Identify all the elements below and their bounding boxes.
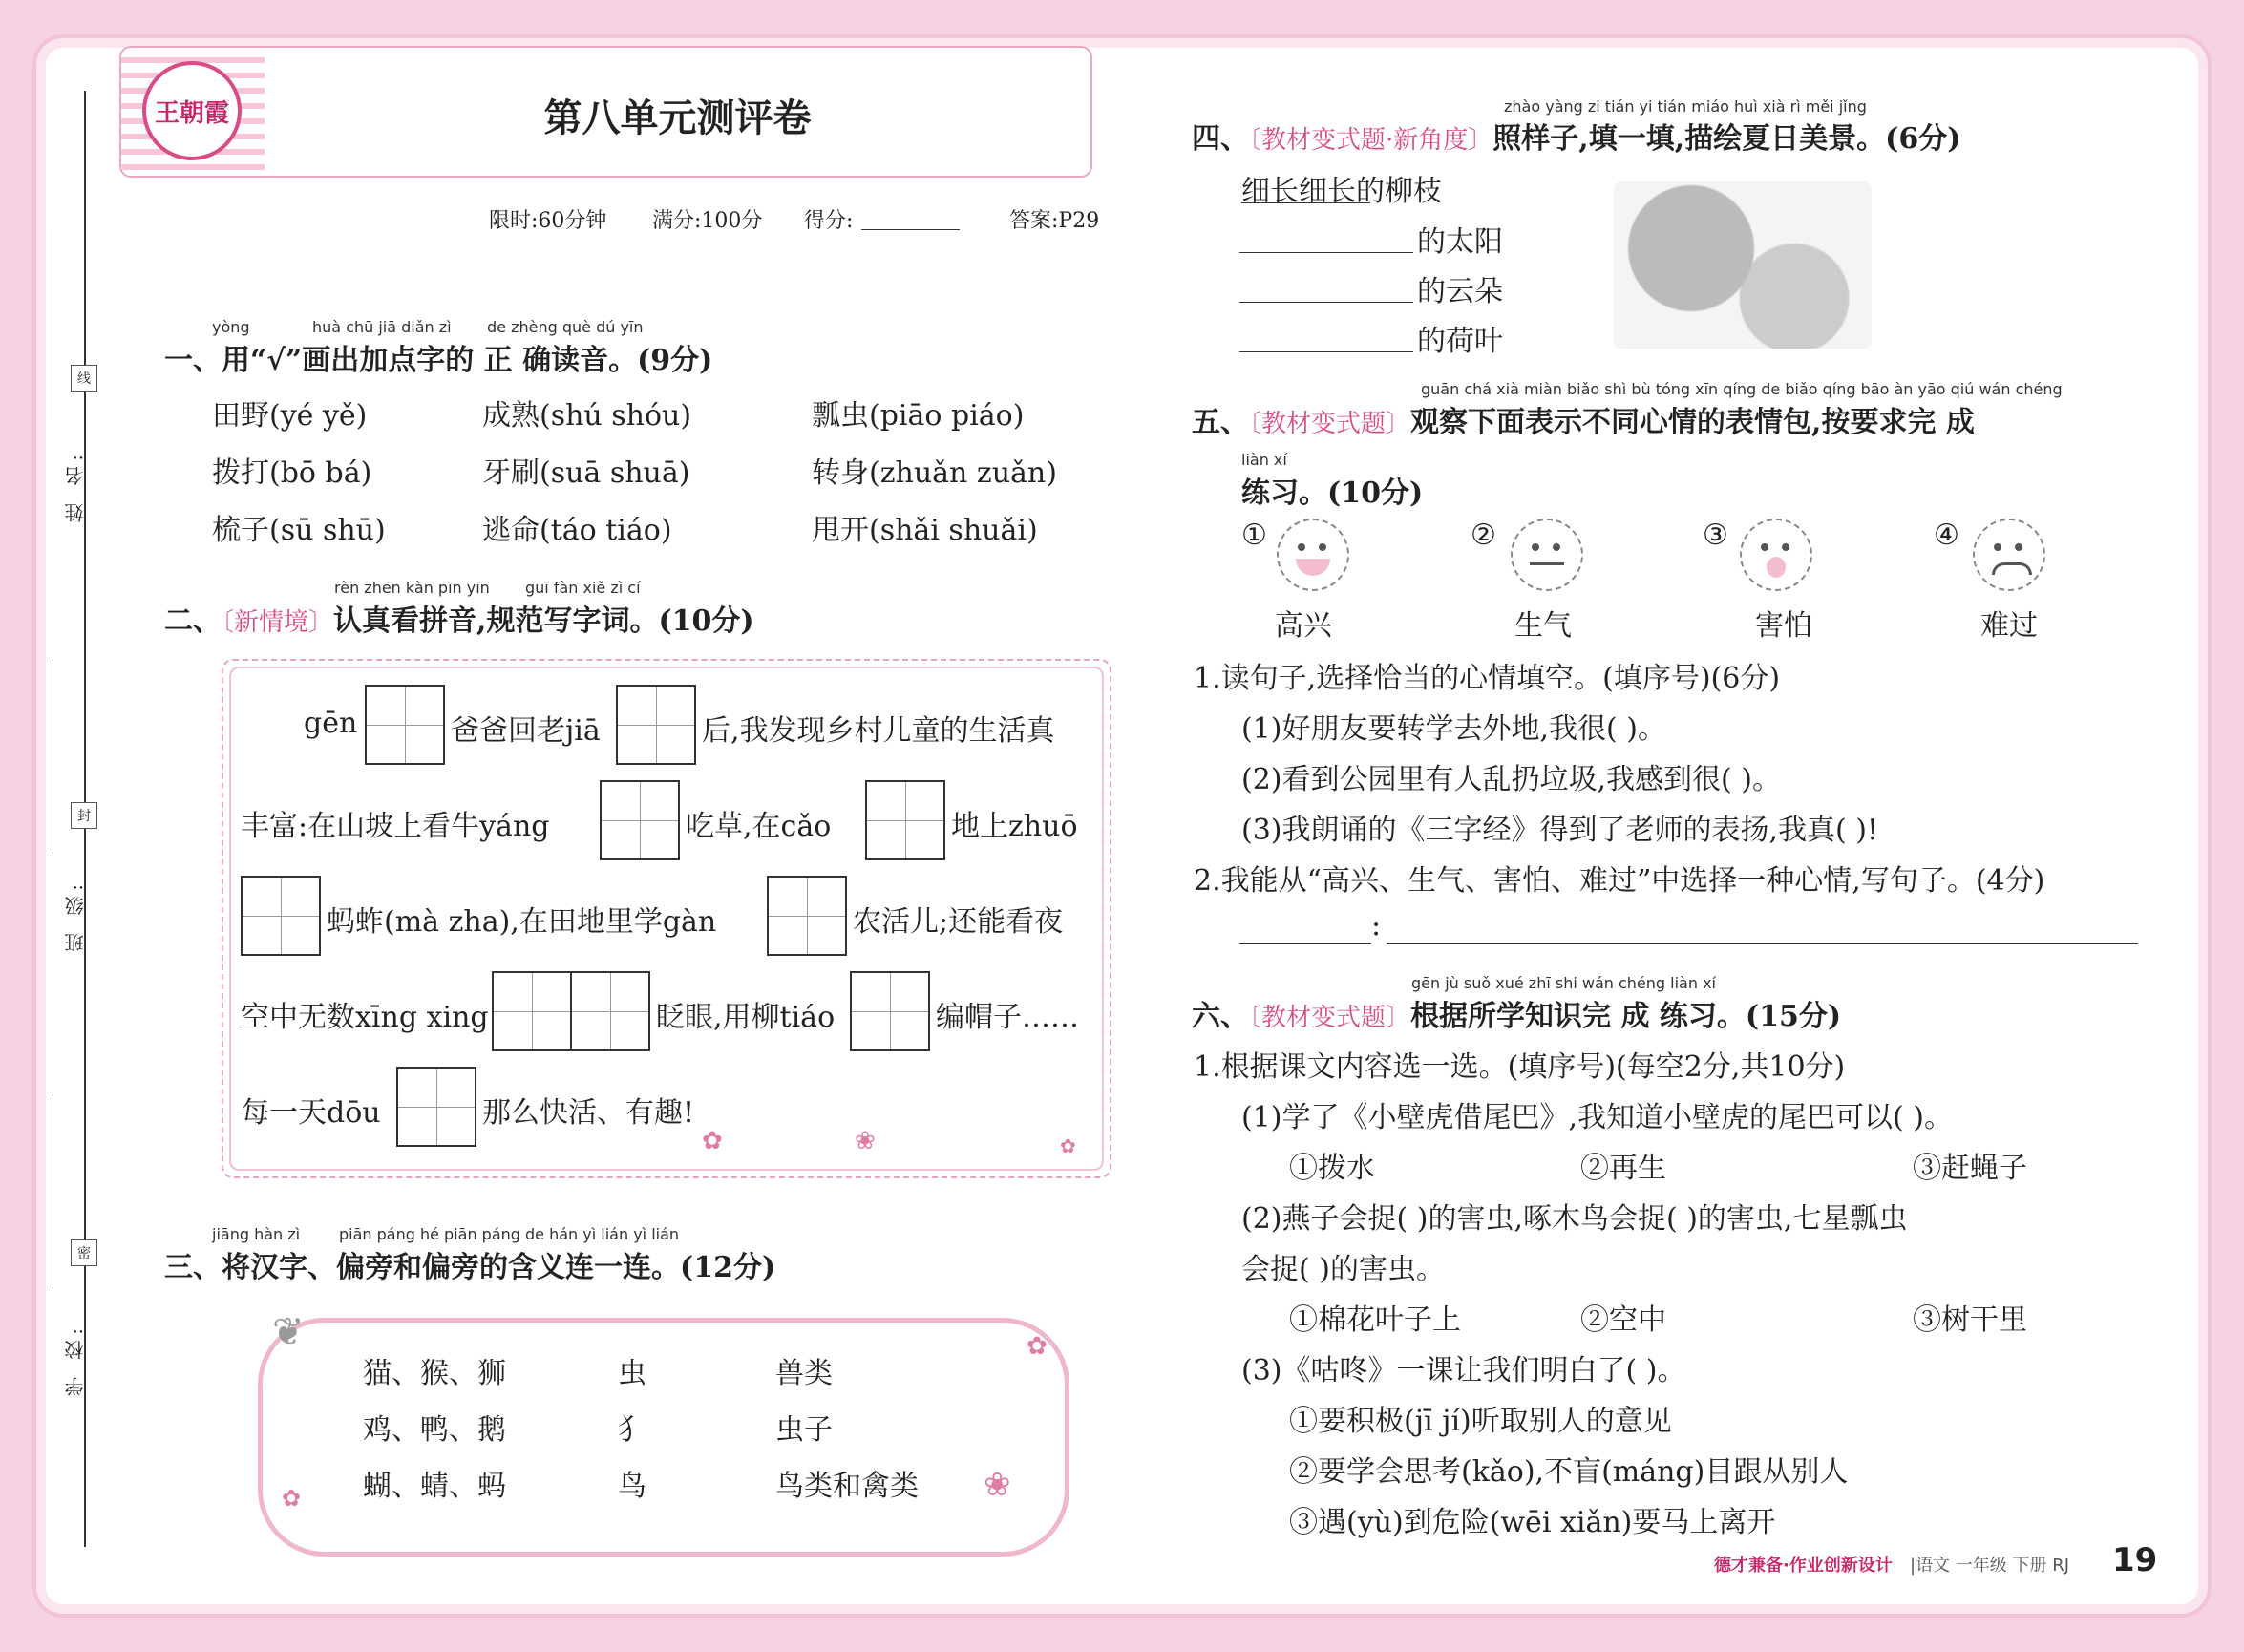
writing-box[interactable] [492,971,572,1051]
q3-radical[interactable]: 犭 [618,1413,646,1447]
flower-icon: ❀ [984,1466,1011,1504]
q5-tag: 〔教材变式题〕 [1249,410,1411,438]
q5-title-2: 练习。(10分) [1241,477,1424,510]
writing-box[interactable] [616,685,696,765]
q6-title: 六、〔教材变式题〕根据所学知识完 成 练习。(15分) [1192,1000,1842,1033]
q4-blank[interactable] [1239,252,1413,253]
q6-question[interactable]: (1)学了《小壁虎借尾巴》,我知道小壁虎的尾巴可以( )。 [1241,1101,1953,1134]
sentence-blank[interactable] [1387,943,2138,944]
q3-meaning[interactable]: 兽类 [775,1357,833,1390]
q1-pinyin-2: huà chū jiā diǎn zì [312,318,452,336]
writing-box[interactable] [767,876,847,956]
face-number: ① [1241,519,1267,552]
name-label: 姓 名: [64,449,87,523]
scared-face-icon [1740,519,1812,591]
q1-item[interactable]: 田野(yé yě) [212,399,368,433]
flower-icon: ✿ [282,1485,302,1512]
face-label: 生气 [1514,609,1572,643]
q5-sentence[interactable]: (1)好朋友要转学去外地,我很( )。 [1241,712,1666,746]
binding-mark-feng: 封 [71,802,97,829]
q2-text: 每一天dōu [241,1096,381,1130]
q3-meaning[interactable]: 鸟类和禽类 [775,1470,919,1503]
score-field[interactable] [861,229,960,230]
q2-text: 蚂蚱(mà zha),在田地里学gàn [327,905,717,939]
q6-option[interactable]: ②要学会思考(kǎo),不盲(máng)目跟从别人 [1289,1455,1849,1489]
q2-pinyin-1: rèn zhēn kàn pīn yīn [334,579,490,597]
face-number: ② [1471,519,1496,552]
q1-item[interactable]: 拨打(bō bá) [212,456,372,490]
face-label: 难过 [1980,609,2038,643]
flower-icon: ❀ [855,1127,876,1155]
q6-question[interactable]: 会捉( )的害虫。 [1241,1253,1445,1286]
q1-pinyin-1: yòng [212,318,250,336]
q1-item[interactable]: 成熟(shú shóu) [482,399,692,433]
q5-sub1: 1.读句子,选择恰当的心情填空。(填序号)(6分) [1194,662,1781,695]
q1-pinyin-3: de zhèng què dú yīn [487,318,644,336]
time-limit: 限时:60分钟 [489,209,607,233]
page-number: 19 [2112,1541,2158,1579]
flower-icon: ✿ [1027,1332,1048,1361]
class-label: 班 级: [64,879,87,953]
q6-question[interactable]: (2)燕子会捉( )的害虫,啄木鸟会捉( )的害虫,七星瓢虫 [1241,1202,1908,1236]
footer-info: |语文 一年级 下册 RJ [1910,1556,2070,1576]
q6-option[interactable]: ①拨水 [1289,1152,1375,1185]
q3-radical[interactable]: 虫 [618,1357,646,1390]
q6-option[interactable]: ②再生 [1580,1152,1666,1185]
full-score: 满分:100分 [652,209,763,233]
writing-box[interactable] [396,1067,476,1147]
q4-title: 四、〔教材变式题·新角度〕照样子,填一填,描绘夏日美景。(6分) [1192,122,1961,156]
flower-icon: ✿ [702,1127,723,1155]
summer-scene-illustration [1614,181,1872,349]
q2-pinyin-2: guī fàn xiě zì cí [525,579,641,597]
writing-box[interactable] [865,780,945,860]
q4-blank[interactable] [1239,302,1413,303]
score-label: 得分: [804,209,854,233]
sad-face-icon [1973,519,2045,591]
q4-tag: 〔教材变式题·新角度〕 [1249,126,1493,155]
q5-sentence[interactable]: (2)看到公园里有人乱扔垃圾,我感到很( )。 [1241,763,1781,796]
footer-brand: 德才兼备·作业创新设计 [1714,1556,1893,1576]
writing-box[interactable] [600,780,680,860]
flower-icon: ✿ [1060,1134,1076,1157]
q2-text: 吃草,在cǎo [686,810,832,843]
q2-title: 二、〔新情境〕认真看拼音,规范写字词。(10分) [164,604,754,638]
q2-text: 那么快活、有趣! [482,1096,695,1130]
face-label: 高兴 [1275,609,1332,643]
q2-text: 爸爸回老jiā [451,714,601,748]
happy-face-icon [1277,519,1349,591]
page-title: 第八单元测评卷 [543,96,812,140]
mood-blank[interactable] [1239,943,1371,944]
q2-text: gēn [304,707,358,740]
q1-title: 一、用“√”画出加点字的 正 确读音。(9分) [164,344,713,377]
q6-option[interactable]: ③遇(yù)到危险(wēi xiǎn)要马上离开 [1289,1506,1776,1539]
q4-pinyin: zhào yàng zi tián yi tián miáo huì xià rì měi jǐng [1504,97,1867,116]
face-number: ④ [1934,519,1959,552]
binding-mark-mi: 密 [71,1239,97,1266]
q5-title: 五、〔教材变式题〕观察下面表示不同心情的表情包,按要求完 成 [1192,406,1975,439]
writing-box[interactable] [850,971,930,1051]
q4-item: 的荷叶 [1417,325,1503,358]
q3-meaning[interactable]: 虫子 [775,1413,833,1447]
q2-text: 后,我发现乡村儿童的生活真 [702,714,1055,748]
q3-left-item[interactable]: 猫、猴、狮 [363,1357,506,1390]
q6-sub1: 1.根据课文内容选一选。(填序号)(每空2分,共10分) [1194,1050,1846,1084]
header-banner [119,46,1092,178]
brand-logo: 王朝霞 [142,61,242,160]
q4-example: 细长细长的柳枝 [1241,175,1442,208]
q4-item: 的太阳 [1417,225,1503,259]
q1-item[interactable]: 牙刷(suā shuā) [482,456,690,490]
q6-option[interactable]: ①要积极(jī jí)听取别人的意见 [1289,1405,1672,1438]
colon: : [1371,909,1382,942]
q5-pinyin-2: liàn xí [1241,451,1287,469]
face-label: 害怕 [1755,609,1812,643]
q6-pinyin: gēn jù suǒ xué zhī shi wán chéng liàn xí [1411,974,1716,992]
q2-tag: 〔新情境〕 [222,608,334,637]
q1-item[interactable]: 瓢虫(piāo piáo) [812,399,1025,433]
q3-title: 三、将汉字、偏旁和偏旁的含义连一连。(12分) [164,1251,776,1284]
q3-pinyin-1: jiāng hàn zì [212,1225,301,1243]
school-label: 学 校: [64,1323,87,1397]
q1-item[interactable]: 逃命(táo tiáo) [482,514,672,547]
q2-text: 编帽子…… [936,1001,1079,1034]
q5-pinyin-1: guān chá xià miàn biǎo shì bù tóng xīn qíng de biǎo qíng bāo àn yāo qiú wán chéng [1421,380,2063,398]
answer-ref: 答案:P29 [1009,209,1100,233]
binding-mark-xian: 线 [71,365,97,392]
q3-left-item[interactable]: 蝴、蜻、蚂 [363,1470,506,1503]
q3-radical[interactable]: 鸟 [618,1470,646,1503]
q2-text: 农活儿;还能看夜 [853,905,1064,939]
q6-tag: 〔教材变式题〕 [1249,1004,1411,1032]
q6-option[interactable]: ②空中 [1580,1303,1666,1337]
q5-sentence[interactable]: (3)我朗诵的《三字经》得到了老师的表扬,我真( )! [1241,814,1879,847]
q1-item[interactable]: 梳子(sū shū) [212,514,386,547]
q2-text: 空中无数xīng xing [241,1001,489,1034]
q1-item[interactable]: 转身(zhuǎn zuǎn) [812,456,1057,490]
q2-text: 丰富:在山坡上看牛yáng [241,810,550,843]
q6-option[interactable]: ③赶蝇子 [1913,1152,2027,1185]
q6-option[interactable]: ③树干里 [1913,1303,2027,1337]
q4-blank[interactable] [1239,351,1413,352]
q5-sub2: 2.我能从“高兴、生气、害怕、难过”中选择一种心情,写句子。(4分) [1194,864,2045,898]
q3-pinyin-2: piān páng hé piān páng de hán yì lián yì lián [339,1225,680,1243]
q2-text: 眨眼,用柳tiáo [656,1001,836,1034]
q1-item[interactable]: 甩开(shǎi shuǎi) [812,514,1038,547]
q4-item: 的云朵 [1417,275,1503,308]
q6-question[interactable]: (3)《咕咚》一课让我们明白了( )。 [1241,1354,1686,1387]
writing-box[interactable] [365,685,445,765]
q6-option[interactable]: ①棉花叶子上 [1289,1303,1461,1337]
q2-text: 地上zhuō [951,810,1078,843]
q4-example-underline [1241,202,1370,203]
q3-left-item[interactable]: 鸡、鸭、鹅 [363,1413,506,1447]
angry-face-icon [1511,519,1583,591]
face-number: ③ [1703,519,1728,552]
leaf-icon: ❦ [272,1310,305,1354]
writing-box[interactable] [241,876,321,956]
writing-box[interactable] [570,971,650,1051]
